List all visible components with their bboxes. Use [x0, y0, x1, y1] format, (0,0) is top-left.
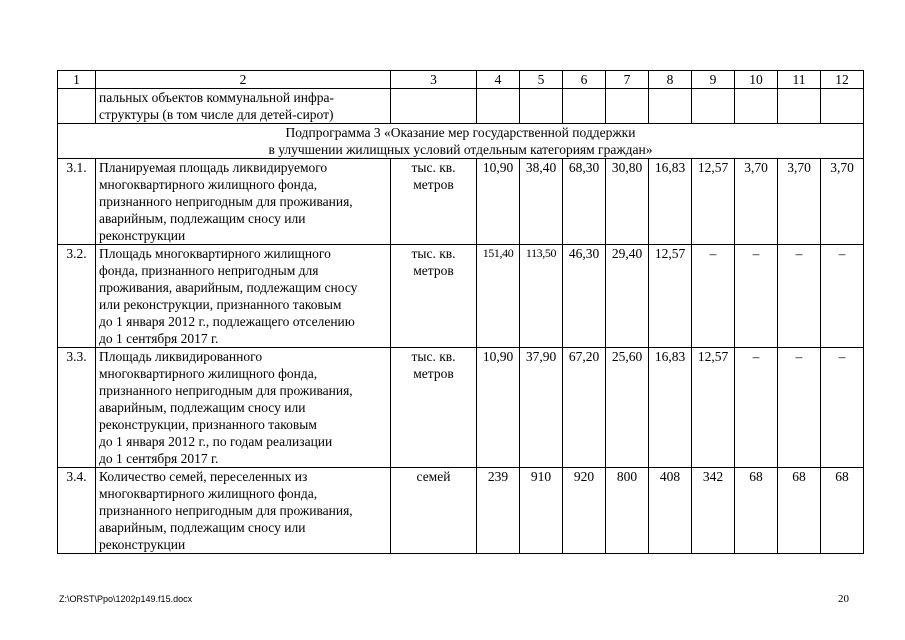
empty-cell: [735, 89, 778, 124]
header-cell: 1: [58, 71, 96, 89]
row-description: [96, 159, 391, 245]
value-cell: 16,83: [649, 159, 692, 245]
value-cell: 37,90: [520, 348, 563, 468]
header-row: [58, 71, 864, 89]
value-cell: –: [692, 245, 735, 348]
value-cell: 30,80: [606, 159, 649, 245]
description-line: до 1 января 2012 г., по годам реализации: [99, 434, 333, 449]
description-line: аварийным, подлежащим сносу или: [99, 400, 306, 415]
value-cell: 10,90: [477, 159, 520, 245]
value-cell: –: [778, 245, 821, 348]
value-cell: 68: [778, 468, 821, 554]
value-cell: 3,70: [821, 159, 864, 245]
description-line: признанного непригодным для проживания,: [99, 383, 353, 398]
description-line: признанного непригодным для проживания,: [99, 194, 353, 209]
value-cell: 800: [606, 468, 649, 554]
row-unit: [391, 159, 477, 245]
header-cell: 12: [821, 71, 864, 89]
value-cell: –: [821, 245, 864, 348]
indicators-table: [57, 70, 864, 554]
value-cell: 3,70: [735, 159, 778, 245]
value-cell: 29,40: [606, 245, 649, 348]
section-heading: [58, 124, 864, 159]
description-line: Площадь многоквартирного жилищного: [99, 246, 331, 261]
header-cell: 11: [778, 71, 821, 89]
description-line: признанного непригодным для проживания,: [99, 503, 353, 518]
value-cell: 151,40: [477, 245, 520, 348]
header-cell: 10: [735, 71, 778, 89]
section-row: [58, 124, 864, 159]
empty-cell: [520, 89, 563, 124]
description-line: или реконструкции, признанного таковым: [99, 297, 342, 312]
header-cell: 3: [391, 71, 477, 89]
value-cell: 67,20: [563, 348, 606, 468]
description-line: реконструкции: [99, 537, 186, 552]
table-row: [58, 159, 864, 245]
description-line: реконструкции, признанного таковым: [99, 417, 317, 432]
value-cell: 68: [735, 468, 778, 554]
footer-file-path: Z:\ORST\Ppo\1202p149.f15.docx: [59, 594, 193, 604]
row-unit: [391, 348, 477, 468]
description-line: аварийным, подлежащим сносу или: [99, 211, 306, 226]
empty-cell: [563, 89, 606, 124]
value-cell: 38,40: [520, 159, 563, 245]
empty-cell: [391, 89, 477, 124]
value-cell: –: [778, 348, 821, 468]
description-line: до 1 сентября 2017 г.: [99, 331, 219, 346]
row-unit: [391, 245, 477, 348]
value-cell: 408: [649, 468, 692, 554]
header-cell: 8: [649, 71, 692, 89]
header-cell: 9: [692, 71, 735, 89]
description-line: до 1 января 2012 г., подлежащего отселению: [99, 314, 355, 329]
unit-line: тыс. кв.: [411, 160, 456, 175]
empty-cell: [58, 89, 96, 124]
row-number: 3.2.: [58, 245, 96, 348]
description-line: Количество семей, переселенных из: [99, 469, 308, 484]
value-cell: –: [821, 348, 864, 468]
value-cell: 25,60: [606, 348, 649, 468]
description-line: многоквартирного жилищного фонда,: [99, 486, 318, 501]
header-cell: 7: [606, 71, 649, 89]
description-line: структуры (в том числе для детей-сирот): [99, 107, 334, 122]
value-cell: 342: [692, 468, 735, 554]
description-line: многоквартирного жилищного фонда,: [99, 177, 318, 192]
value-cell: 68: [821, 468, 864, 554]
table-row: [58, 468, 864, 554]
row-number: 3.3.: [58, 348, 96, 468]
value-cell: 920: [563, 468, 606, 554]
description-line: до 1 сентября 2017 г.: [99, 451, 219, 466]
header-cell: 6: [563, 71, 606, 89]
value-cell: 239: [477, 468, 520, 554]
row-description: [96, 348, 391, 468]
section-line: в улучшении жилищных условий отдельным категориям граждан»: [268, 142, 653, 157]
value-cell: 16,83: [649, 348, 692, 468]
empty-cell: [606, 89, 649, 124]
empty-cell: [821, 89, 864, 124]
description-line: аварийным, подлежащим сносу или: [99, 520, 306, 535]
value-cell: 3,70: [778, 159, 821, 245]
description-line: реконструкции: [99, 228, 186, 243]
section-line: Подпрограмма 3 «Оказание мер государственной поддержки: [285, 125, 636, 140]
empty-cell: [778, 89, 821, 124]
value-cell: 12,57: [692, 348, 735, 468]
continuation-description: [96, 89, 391, 124]
value-cell: 46,30: [563, 245, 606, 348]
row-number: 3.1.: [58, 159, 96, 245]
description-line: пальных объектов коммунальной инфра-: [99, 90, 334, 105]
value-cell: 113,50: [520, 245, 563, 348]
empty-cell: [692, 89, 735, 124]
value-cell: 68,30: [563, 159, 606, 245]
unit-line: метров: [413, 263, 454, 278]
unit-line: семей: [416, 469, 451, 484]
continuation-row: [58, 89, 864, 124]
empty-cell: [477, 89, 520, 124]
table-row: [58, 245, 864, 348]
value-cell: –: [735, 245, 778, 348]
header-cell: 4: [477, 71, 520, 89]
value-cell: –: [735, 348, 778, 468]
value-cell: 910: [520, 468, 563, 554]
header-cell: 5: [520, 71, 563, 89]
value-cell: 12,57: [649, 245, 692, 348]
value-cell: 10,90: [477, 348, 520, 468]
page-number: 20: [838, 593, 849, 605]
description-line: фонда, признанного непригодным для: [99, 263, 319, 278]
row-description: [96, 245, 391, 348]
unit-line: тыс. кв.: [411, 246, 456, 261]
row-unit: [391, 468, 477, 554]
description-line: многоквартирного жилищного фонда,: [99, 366, 318, 381]
unit-line: метров: [413, 366, 454, 381]
table-body: [58, 71, 864, 554]
value-cell: 12,57: [692, 159, 735, 245]
description-line: Площадь ликвидированного: [99, 349, 263, 364]
header-cell: 2: [96, 71, 391, 89]
description-line: проживания, аварийным, подлежащим сносу: [99, 280, 358, 295]
unit-line: тыс. кв.: [411, 349, 456, 364]
row-number: 3.4.: [58, 468, 96, 554]
description-line: Планируемая площадь ликвидируемого: [99, 160, 328, 175]
unit-line: метров: [413, 177, 454, 192]
empty-cell: [649, 89, 692, 124]
table-row: [58, 348, 864, 468]
row-description: [96, 468, 391, 554]
